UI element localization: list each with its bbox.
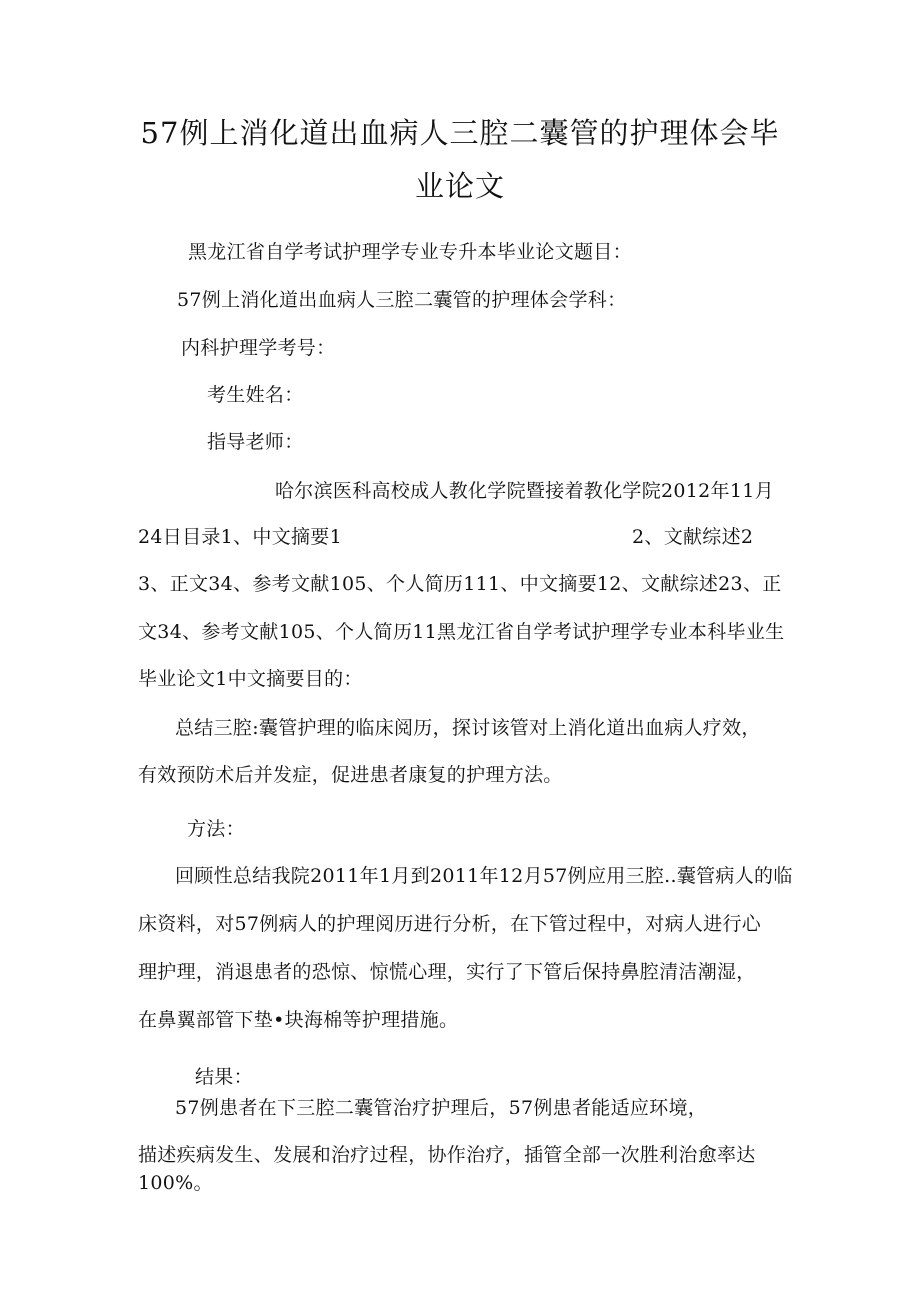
methods-paragraph-line-4: 在鼻翼部管下垫•块海棉等护理措施。 [138,1009,459,1031]
exam-number: 内科护理学考号： [181,337,336,359]
methods-paragraph-line-1: 回顾性总结我院2011年1月到2011年12月57例应用三腔..囊管病人的临 [175,865,793,887]
results-heading: 结果： [195,1066,253,1088]
results-paragraph-line-2: 描述疾病发生、发展和治疗过程，协作治疗，插管全部一次胜利治愈率达 [138,1144,756,1166]
objective-paragraph-line-1: 总结三腔:囊管护理的临床阅历，探讨该管对上消化道出血病人疗效， [175,717,761,739]
results-paragraph-line-1: 57例患者在下三腔二囊管治疗护理后，57例患者能适应环境， [175,1097,708,1119]
methods-paragraph-line-2: 床资料，对57例病人的护理阅历进行分析，在下管过程中，对病人进行心 [138,913,762,935]
objective-paragraph-line-2: 有效预防术后并发症，促进患者康复的护理方法。 [138,764,563,786]
student-name: 考生姓名： [207,384,304,406]
advisor-name: 指导老师： [207,431,304,453]
toc-line-1: 24日目录1、中文摘要1 [138,526,342,548]
toc-line-2: 2、文献综述2 [632,526,754,548]
document-title-line-2: 业论文 [414,169,505,203]
abstract-heading: 毕业论文1中文摘要目的： [138,668,363,690]
exam-heading: 黑龙江省自学考试护理学专业专升本毕业论文题目： [188,241,632,263]
institution-date: 哈尔滨医科高校成人教化学院暨接着教化学院2012年11月 [275,480,774,502]
results-paragraph-line-3: 100%。 [138,1172,213,1194]
methods-paragraph-line-3: 理护理，消退患者的恐惊、惊慌心理，实行了下管后保持鼻腔清洁潮湿， [138,961,756,983]
document-title-line-1: 57例上消化道出血病人三腔二囊管的护理体会毕 [140,116,780,150]
toc-line-3: 3、正文34、参考文献105、个人简历111、中文摘要12、文献综述23、正 [138,573,782,595]
methods-heading: 方法： [187,818,245,840]
toc-line-4: 文34、参考文献105、个人简历11黑龙江省自学考试护理学专业本科毕业生 [138,621,785,643]
topic-subject: 57例上消化道出血病人三腔二囊管的护理体会学科： [177,289,627,311]
